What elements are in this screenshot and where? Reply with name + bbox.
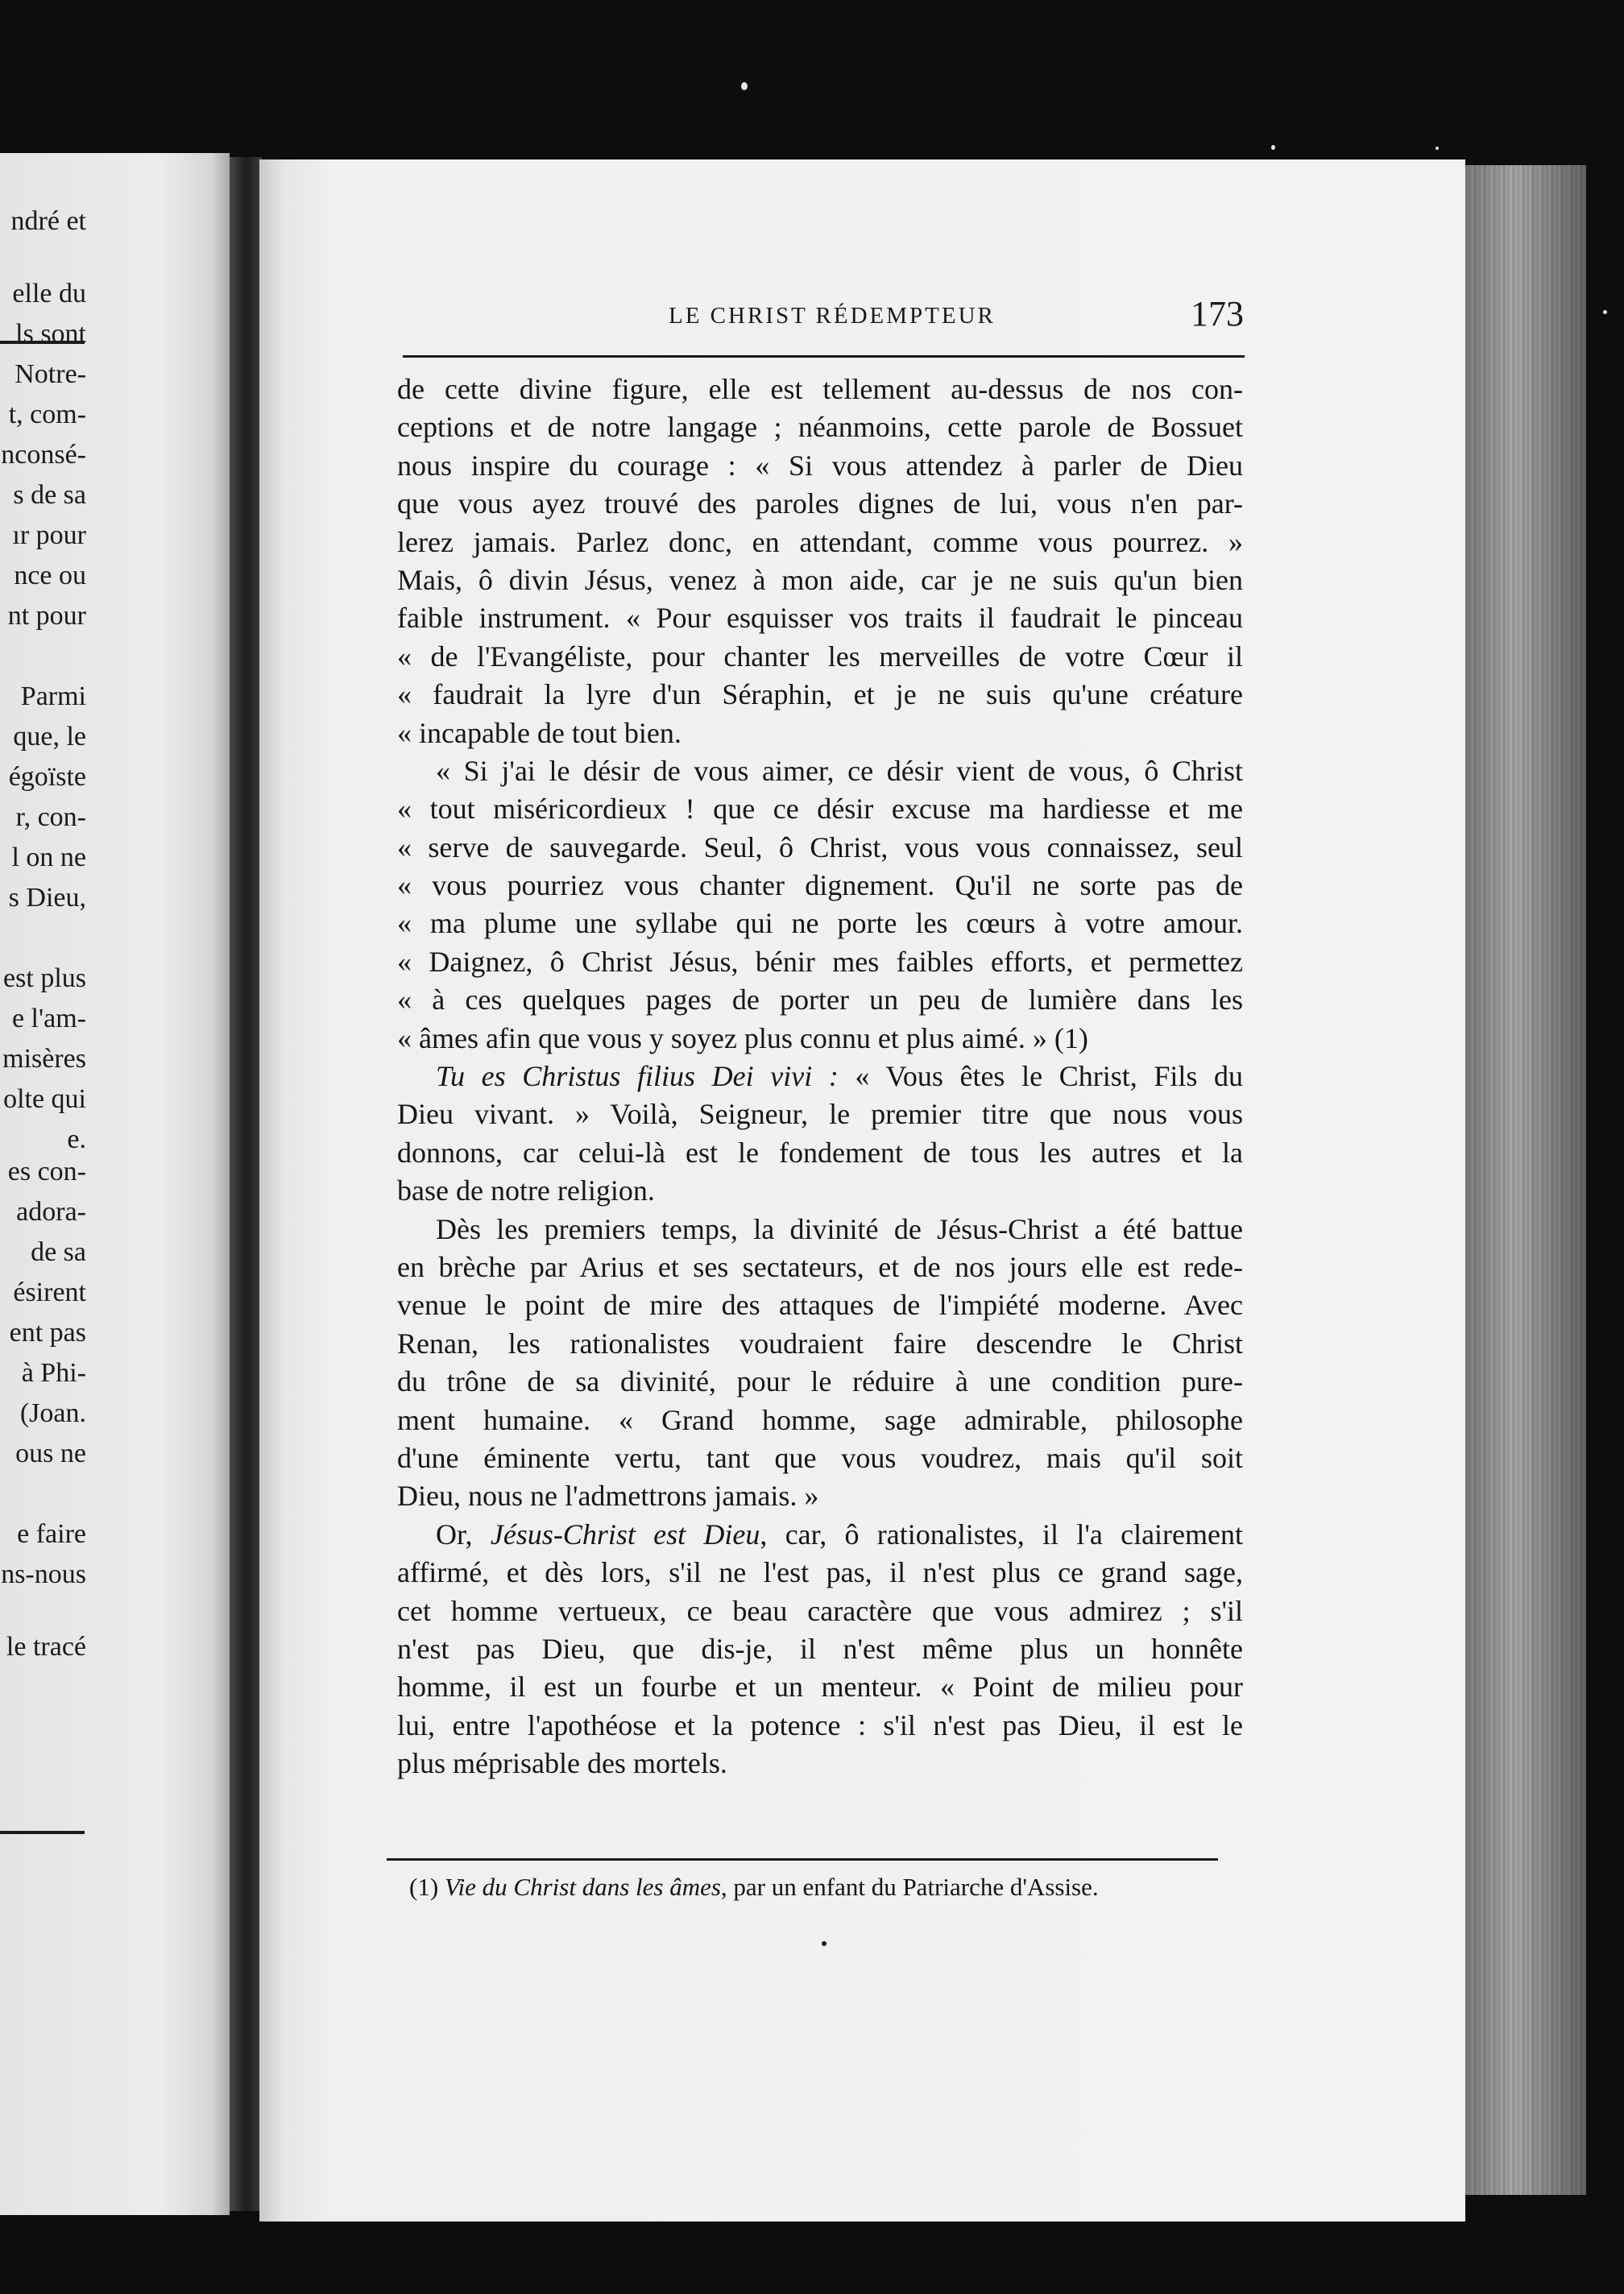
left-page-fragment: olte qui [3, 1084, 86, 1114]
latin-quote: Tu es Christus filius Dei vivi : [436, 1060, 839, 1093]
left-page-fragment: de sa [31, 1237, 86, 1267]
text-line-31-lead: Or, [436, 1518, 491, 1551]
text-line-23: Dès les premiers temps, la divinité de Jésus-Christ a été battue [436, 1212, 1243, 1245]
left-page-fragment: s Dieu, [8, 883, 86, 913]
text-line-25: venue le point de mire des attaques de l'impiété moderne. Avec [397, 1289, 1243, 1322]
left-page-foot-rule [0, 1831, 85, 1834]
text-line-11: « Si j'ai le désir de vous aimer, ce désir vient de vous, ô Christ [436, 754, 1243, 787]
text-line-3: nous inspire du courage : « Si vous attendez à parler de Dieu [397, 449, 1243, 482]
text-line-17: « à ces quelques pages de porter un peu de lumière dans les [397, 983, 1243, 1017]
text-line-13: « serve de sauvegarde. Seul, ô Christ, vous vous connaissez, seul [397, 830, 1243, 863]
footnote-book-title: Vie du Christ dans les âmes [444, 1873, 721, 1901]
dust-speck [1436, 147, 1439, 150]
left-page-fragment: ır pour [12, 520, 86, 550]
left-page-fragment: es con- [7, 1157, 86, 1186]
left-page-fragment: nce ou [14, 561, 86, 590]
text-line-18: « âmes afin que vous y soyez plus connu et plus aimé. » (1) [397, 1021, 1088, 1054]
left-page-fragment: ndré et [10, 206, 86, 236]
text-line-32: affirmé, et dès lors, s'il ne l'est pas, il n'est plus ce grand sage, [397, 1556, 1243, 1589]
left-page-fragment: Parmi [20, 681, 86, 711]
left-page-fragment: ous ne [15, 1439, 86, 1468]
left-page-fragment: l on ne [11, 843, 86, 872]
left-page-fragment: ésirent [13, 1277, 86, 1307]
text-line-19-rest: « Vous êtes le Christ, Fils du [838, 1060, 1244, 1093]
left-page-fragment: égoïste [8, 762, 86, 792]
text-line-7: faible instrument. « Pour esquisser vos traits il faudrait le pinceau [397, 602, 1243, 635]
text-line-20: Dieu vivant. » Voilà, Seigneur, le premier titre que nous vous [397, 1098, 1243, 1131]
body-text [397, 371, 1243, 1783]
footnote-rule [387, 1858, 1218, 1861]
dust-speck [1271, 145, 1275, 150]
left-page-fragment: s de sa [13, 480, 86, 510]
left-page-fragment: ns-nous [1, 1559, 86, 1589]
text-line-14: « vous pourriez vous chanter dignement. Qu'il ne sorte pas de [397, 869, 1243, 902]
text-line-34: n'est pas Dieu, que dis-je, il n'est même plus un honnête [397, 1632, 1243, 1665]
dust-speck [741, 82, 748, 90]
text-line-21: donnons, car celui-là est le fondement de tous les autres et la [397, 1136, 1243, 1169]
text-line-36: lui, entre l'apothéose et la potence : s'il n'est pas Dieu, il est le [397, 1708, 1243, 1741]
left-page-fragment: e faire [17, 1519, 86, 1549]
text-line-31-rest: , car, ô rationalistes, il l'a clairement [760, 1518, 1244, 1551]
left-page-fragment: à Phi- [21, 1358, 86, 1388]
left-page-fragment: ls sont [15, 319, 86, 349]
left-page-fragment: le tracé [6, 1632, 86, 1662]
text-line-9: « faudrait la lyre d'un Séraphin, et je ne suis qu'une créature [397, 678, 1243, 711]
left-page-fragment: ent pas [9, 1318, 86, 1348]
left-page-fragment: misères [2, 1044, 86, 1074]
paper-speck [822, 1941, 826, 1946]
book-fore-edge-shading [1465, 165, 1586, 2195]
text-line-6: Mais, ô divin Jésus, venez à mon aide, car je ne suis qu'un bien [397, 563, 1243, 596]
page-number: 173 [1191, 294, 1244, 333]
emphasis-jesus-christ-est-dieu: Jésus-Christ est Dieu [490, 1518, 760, 1551]
footnote-text: , par un enfant du Patriarche d'Assise. [720, 1873, 1099, 1901]
text-line-26: Renan, les rationalistes voudraient faire descendre le Christ [397, 1327, 1243, 1360]
text-line-19 [397, 1058, 1243, 1095]
dust-speck [1603, 310, 1607, 314]
text-line-27: du trône de sa divinité, pour le réduire à une condition pure- [397, 1365, 1243, 1398]
running-head [0, 294, 1624, 348]
left-page-fragment: nt pour [7, 601, 86, 631]
left-page-fragment: e l'am- [11, 1004, 86, 1033]
text-line-29: d'une éminente vertu, tant que vous voudrez, mais qu'il soit [397, 1441, 1243, 1474]
left-page-fragment: nconsé- [1, 440, 86, 470]
text-line-37: plus méprisable des mortels. [397, 1747, 727, 1780]
header-rule [403, 355, 1245, 358]
text-line-28: ment humaine. « Grand homme, sage admirable, philosophe [397, 1403, 1243, 1436]
footnote-marker: (1) [409, 1873, 445, 1901]
left-page-fragment: e. [67, 1124, 86, 1154]
left-page-fragment: elle du [12, 279, 86, 308]
text-line-30: Dieu, nous ne l'admettrons jamais. » [397, 1480, 819, 1513]
text-line-16: « Daignez, ô Christ Jésus, bénir mes faibles efforts, et permettez [397, 945, 1243, 978]
left-page-fragment: r, con- [15, 802, 86, 832]
text-line-4: que vous ayez trouvé des paroles dignes de lui, vous n'en par- [397, 487, 1243, 520]
running-title: LE CHRIST RÉDEMPTEUR [669, 303, 996, 329]
text-line-12: « tout miséricordieux ! que ce désir excuse ma hardiesse et me [397, 793, 1243, 826]
left-page-fragment: (Joan. [19, 1398, 86, 1428]
left-page-text-fragments [0, 153, 230, 2215]
text-line-31 [397, 1516, 1243, 1554]
left-page-fragment: Notre- [14, 359, 86, 389]
text-line-8: « de l'Evangéliste, pour chanter les merveilles de votre Cœur il [397, 640, 1243, 673]
left-facing-page [0, 153, 230, 2215]
book-gutter [230, 157, 262, 2211]
text-line-33: cet homme vertueux, ce beau caractère que vous admirez ; s'il [397, 1594, 1243, 1627]
footnote [409, 1873, 1099, 1902]
left-page-fragment: que, le [13, 722, 86, 752]
text-line-24: en brèche par Arius et ses sectateurs, et de nos jours elle est rede- [397, 1250, 1243, 1283]
text-line-22: base de notre religion. [397, 1174, 655, 1207]
left-page-fragment: adora- [16, 1197, 86, 1227]
text-line-15: « ma plume une syllabe qui ne porte les cœurs à votre amour. [397, 907, 1243, 940]
text-line-5: lerez jamais. Parlez donc, en attendant, comme vous pourrez. » [397, 525, 1243, 558]
left-page-fragment: est plus [3, 963, 86, 993]
text-line-2: ceptions et de notre langage ; néanmoins, cette parole de Bossuet [397, 411, 1243, 444]
text-line-10: « incapable de tout bien. [397, 716, 682, 749]
text-line-35: homme, il est un fourbe et un menteur. « Point de milieu pour [397, 1671, 1243, 1704]
left-page-fragment: t, com- [8, 400, 86, 429]
text-line-1: de cette divine figure, elle est tellement au-dessus de nos con- [397, 373, 1243, 405]
